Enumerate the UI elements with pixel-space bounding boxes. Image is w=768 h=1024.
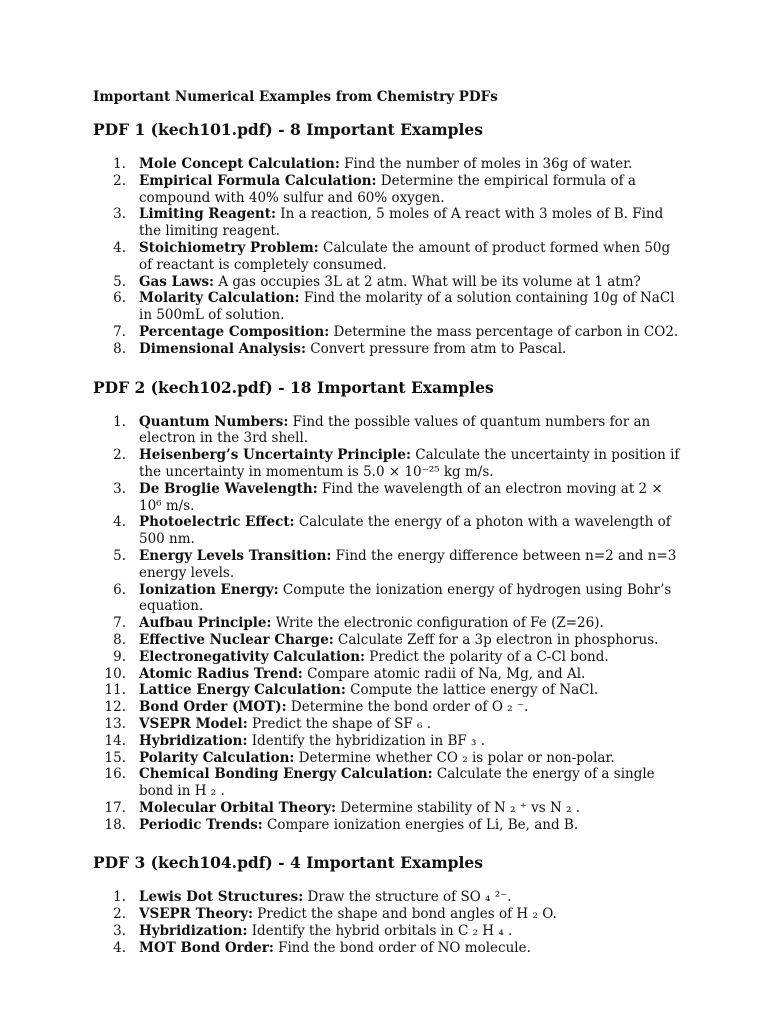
list-item bbox=[93, 750, 683, 767]
item-number: 8. bbox=[113, 631, 126, 648]
item-number: 3. bbox=[113, 206, 126, 223]
item-text: Compare ionization energies of Li, Be, and B. bbox=[262, 816, 579, 833]
item-label: Percentage Composition: bbox=[139, 323, 330, 340]
item-label: Quantum Numbers: bbox=[139, 413, 289, 430]
item-text: Find the possible values of quantum numbers for an electron in the 3rd shell. bbox=[139, 413, 651, 447]
item-text: Find the number of moles in 36g of water. bbox=[339, 156, 633, 172]
list-item bbox=[93, 682, 683, 699]
item-number: 5. bbox=[113, 547, 126, 564]
item-text: Predict the shape of SF ₆ . bbox=[247, 715, 432, 732]
list-item bbox=[93, 514, 683, 548]
document-title: Important Numerical Examples from Chemistry PDFs bbox=[93, 89, 498, 105]
item-label: Molarity Calculation: bbox=[139, 290, 300, 307]
item-text: Find the molarity of a solution containing 10g of NaCl in 500mL of solution. bbox=[139, 290, 675, 324]
list-item bbox=[93, 733, 683, 750]
item-text: Find the energy difference between n=2 and n=3 energy levels. bbox=[139, 547, 677, 581]
item-text: Determine the mass percentage of carbon in CO2. bbox=[329, 323, 679, 340]
list-item bbox=[93, 447, 683, 481]
item-number: 5. bbox=[113, 273, 126, 290]
item-text: Compute the ionization energy of hydrogen using Bohr’s equation. bbox=[139, 581, 672, 615]
item-label: Heisenberg’s Uncertainty Principle: bbox=[139, 447, 411, 464]
item-number: 4. bbox=[113, 514, 126, 531]
list-item bbox=[93, 889, 683, 906]
item-label: Gas Laws: bbox=[139, 273, 215, 290]
section-title: PDF 1 (kech101.pdf) - 8 Important Examples bbox=[93, 120, 483, 139]
item-number: 11. bbox=[104, 682, 126, 699]
item-text: Draw the structure of SO ₄ ²⁻. bbox=[303, 889, 512, 906]
item-number: 2. bbox=[113, 172, 126, 189]
item-number: 2. bbox=[113, 906, 126, 923]
list-item bbox=[93, 548, 683, 582]
list-item bbox=[93, 817, 683, 834]
item-label: VSEPR Theory: bbox=[139, 906, 253, 923]
list-item bbox=[93, 290, 683, 324]
item-number: 3. bbox=[113, 923, 126, 940]
example-list bbox=[93, 414, 683, 834]
list-item bbox=[93, 923, 683, 940]
item-number: 7. bbox=[113, 323, 126, 340]
item-text: Determine the empirical formula of a compound with 40% sulfur and 60% oxygen. bbox=[139, 172, 636, 206]
list-item bbox=[93, 632, 683, 649]
list-item bbox=[93, 699, 683, 716]
item-number: 1. bbox=[113, 889, 126, 906]
list-item bbox=[93, 666, 683, 683]
item-label: Empirical Formula Calculation: bbox=[139, 172, 377, 189]
item-label: Hybridization: bbox=[139, 732, 248, 749]
item-number: 2. bbox=[113, 447, 126, 464]
item-text: Calculate the energy of a single bond in H ₂ . bbox=[139, 766, 655, 800]
item-label: VSEPR Model: bbox=[139, 715, 248, 732]
item-number: 13. bbox=[104, 715, 126, 732]
list-item bbox=[93, 940, 683, 957]
list-item bbox=[93, 716, 683, 733]
item-text: Find the wavelength of an electron moving at 2 × 10⁶ m/s. bbox=[139, 480, 663, 514]
document-page bbox=[93, 88, 683, 977]
list-item bbox=[93, 274, 683, 291]
item-label: Bond Order (MOT): bbox=[139, 699, 287, 716]
item-text: Convert pressure from atm to Pascal. bbox=[305, 340, 567, 357]
list-item bbox=[93, 341, 683, 358]
item-text: In a reaction, 5 moles of A react with 3 moles of B. Find the limiting reagent. bbox=[139, 206, 664, 240]
item-text: Find the bond order of NO molecule. bbox=[273, 939, 531, 956]
list-item bbox=[93, 324, 683, 341]
item-label: Stoichiometry Problem: bbox=[139, 239, 319, 256]
list-item bbox=[93, 173, 683, 207]
item-text: Identify the hybrid orbitals in C ₂ H ₄ . bbox=[247, 923, 513, 940]
item-label: Energy Levels Transition: bbox=[139, 547, 332, 564]
item-number: 6. bbox=[113, 290, 126, 307]
item-text: Calculate Zeff for a 3p electron in phosphorus. bbox=[333, 631, 659, 648]
item-number: 4. bbox=[113, 939, 126, 956]
item-label: Electronegativity Calculation: bbox=[139, 648, 365, 665]
item-text: Predict the shape and bond angles of H ₂ O. bbox=[252, 906, 557, 923]
item-text: Determine stability of N ₂ ⁺ vs N ₂ . bbox=[336, 799, 581, 816]
item-label: Molecular Orbital Theory: bbox=[139, 799, 337, 816]
item-label: Photoelectric Effect: bbox=[139, 514, 295, 531]
item-label: Limiting Reagent: bbox=[139, 206, 276, 223]
item-number: 15. bbox=[104, 749, 126, 766]
item-text: Compute the lattice energy of NaCl. bbox=[345, 682, 599, 699]
item-label: Mole Concept Calculation: bbox=[139, 156, 340, 172]
item-text: Write the electronic configuration of Fe (Z=26). bbox=[271, 615, 604, 632]
item-text: A gas occupies 3L at 2 atm. What will be its volume at 1 atm? bbox=[214, 273, 641, 290]
item-number: 10. bbox=[104, 665, 126, 682]
item-label: MOT Bond Order: bbox=[139, 939, 274, 956]
item-number: 16. bbox=[104, 766, 126, 783]
list-item bbox=[93, 582, 683, 616]
item-text: Identify the hybridization in BF ₃ . bbox=[247, 732, 486, 749]
list-item bbox=[93, 481, 683, 515]
item-number: 7. bbox=[113, 615, 126, 632]
item-label: Chemical Bonding Energy Calculation: bbox=[139, 766, 433, 783]
item-number: 18. bbox=[104, 816, 126, 833]
sections-container bbox=[93, 120, 683, 957]
item-number: 6. bbox=[113, 581, 126, 598]
list-item bbox=[93, 649, 683, 666]
item-text: Predict the polarity of a C-Cl bond. bbox=[365, 648, 609, 665]
section-title: PDF 2 (kech102.pdf) - 18 Important Examples bbox=[93, 377, 494, 397]
item-number: 17. bbox=[104, 799, 126, 816]
item-label: Periodic Trends: bbox=[139, 816, 263, 833]
item-number: 4. bbox=[113, 239, 126, 256]
item-number: 3. bbox=[113, 480, 126, 497]
item-label: Atomic Radius Trend: bbox=[139, 665, 303, 682]
item-number: 1. bbox=[113, 413, 126, 430]
item-label: Dimensional Analysis: bbox=[139, 340, 306, 357]
section-title: PDF 3 (kech104.pdf) - 4 Important Examples bbox=[93, 853, 483, 873]
item-label: Hybridization: bbox=[139, 923, 248, 940]
item-text: Determine whether CO ₂ is polar or non-polar. bbox=[294, 749, 615, 766]
item-label: Aufbau Principle: bbox=[139, 615, 272, 632]
item-number: 1. bbox=[113, 156, 126, 172]
list-item bbox=[93, 906, 683, 923]
list-item bbox=[93, 615, 683, 632]
example-list bbox=[93, 156, 683, 358]
list-item bbox=[93, 414, 683, 448]
list-item bbox=[93, 156, 683, 173]
item-label: Lattice Energy Calculation: bbox=[139, 682, 346, 699]
item-text: Compare atomic radii of Na, Mg, and Al. bbox=[302, 665, 586, 682]
item-number: 14. bbox=[104, 732, 126, 749]
item-number: 9. bbox=[113, 648, 126, 665]
item-label: Lewis Dot Structures: bbox=[139, 889, 304, 906]
item-number: 12. bbox=[104, 699, 126, 716]
example-list bbox=[93, 889, 683, 956]
item-label: Effective Nuclear Charge: bbox=[139, 631, 334, 648]
list-item bbox=[93, 800, 683, 817]
item-label: Ionization Energy: bbox=[139, 581, 279, 598]
list-item bbox=[93, 240, 683, 274]
item-text: Calculate the uncertainty in position if the uncertainty in momentum is 5.0 × 10⁻²⁵ kg m/s. bbox=[139, 447, 680, 480]
item-text: Calculate the amount of product formed when 50g of reactant is completely consumed. bbox=[139, 239, 671, 273]
item-label: Polarity Calculation: bbox=[139, 749, 295, 766]
list-item bbox=[93, 206, 683, 240]
list-item bbox=[93, 766, 683, 800]
item-label: De Broglie Wavelength: bbox=[139, 480, 318, 497]
item-number: 8. bbox=[113, 340, 126, 357]
item-text: Determine the bond order of O ₂ ⁻. bbox=[286, 699, 529, 716]
item-text: Calculate the energy of a photon with a wavelength of 500 nm. bbox=[139, 514, 671, 548]
